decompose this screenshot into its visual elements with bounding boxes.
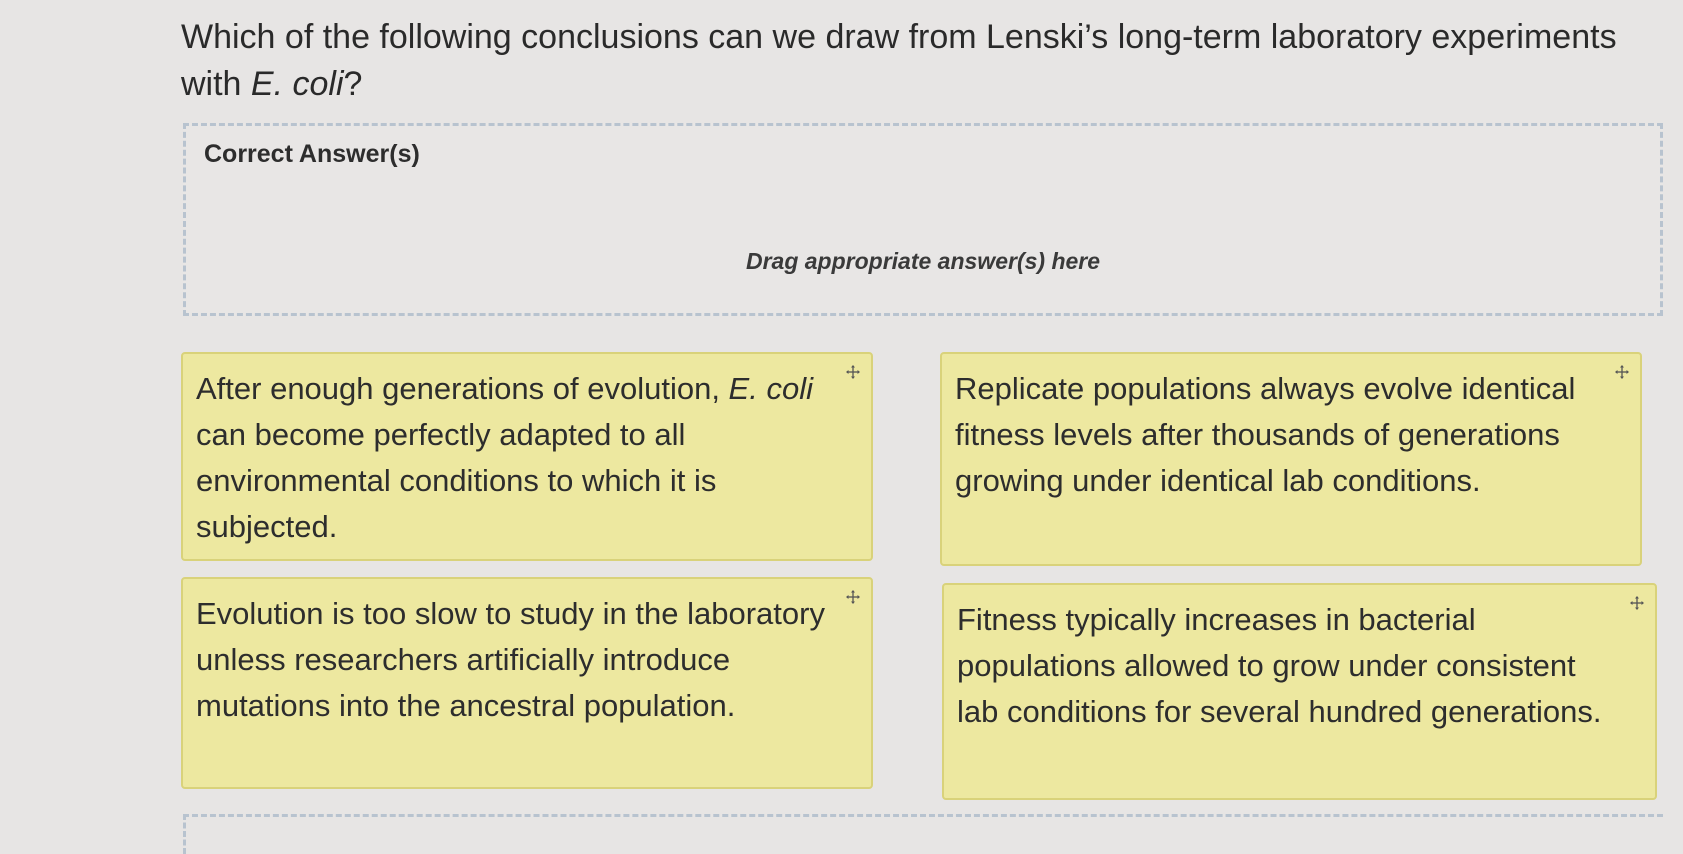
correct-answers-drop-zone[interactable] xyxy=(183,123,1663,316)
answer-card-text: After enough generations of evolution, xyxy=(196,371,729,406)
question-end: ? xyxy=(343,65,363,103)
question-text xyxy=(181,14,1641,108)
answer-card-text-end: can become perfectly adapted to all environmental conditions to which it is subjected. xyxy=(196,417,717,544)
move-icon[interactable] xyxy=(1614,364,1630,380)
answer-card-text: Fitness typically increases in bacterial populations allowed to grow under consistent lab conditions for several hundred generations. xyxy=(957,602,1602,729)
answer-card-italic: E. coli xyxy=(728,371,813,406)
drop-zone-hint: Drag appropriate answer(s) here xyxy=(745,248,1101,274)
second-drop-zone[interactable] xyxy=(183,814,1663,854)
answer-card-text: Evolution is too slow to study in the laboratory unless researchers artificially introduce mutations into the ancestral population. xyxy=(196,596,825,723)
answer-card-text: Replicate populations always evolve identical fitness levels after thousands of generations growing under identical lab conditions. xyxy=(955,371,1576,498)
answer-card-3[interactable] xyxy=(181,577,873,789)
answer-card-2[interactable] xyxy=(940,352,1642,566)
answer-card-1[interactable] xyxy=(181,352,873,561)
question-species: E. coli xyxy=(250,65,344,103)
move-icon[interactable] xyxy=(1629,595,1645,611)
answer-card-4[interactable] xyxy=(942,583,1657,800)
move-icon[interactable] xyxy=(845,589,861,605)
question-text-part: Which of the following conclusions can we draw from Lenski’s long-term laboratory experiments with xyxy=(181,18,1617,103)
move-icon[interactable] xyxy=(845,364,861,380)
drop-zone-title: Correct Answer(s) xyxy=(204,140,420,168)
